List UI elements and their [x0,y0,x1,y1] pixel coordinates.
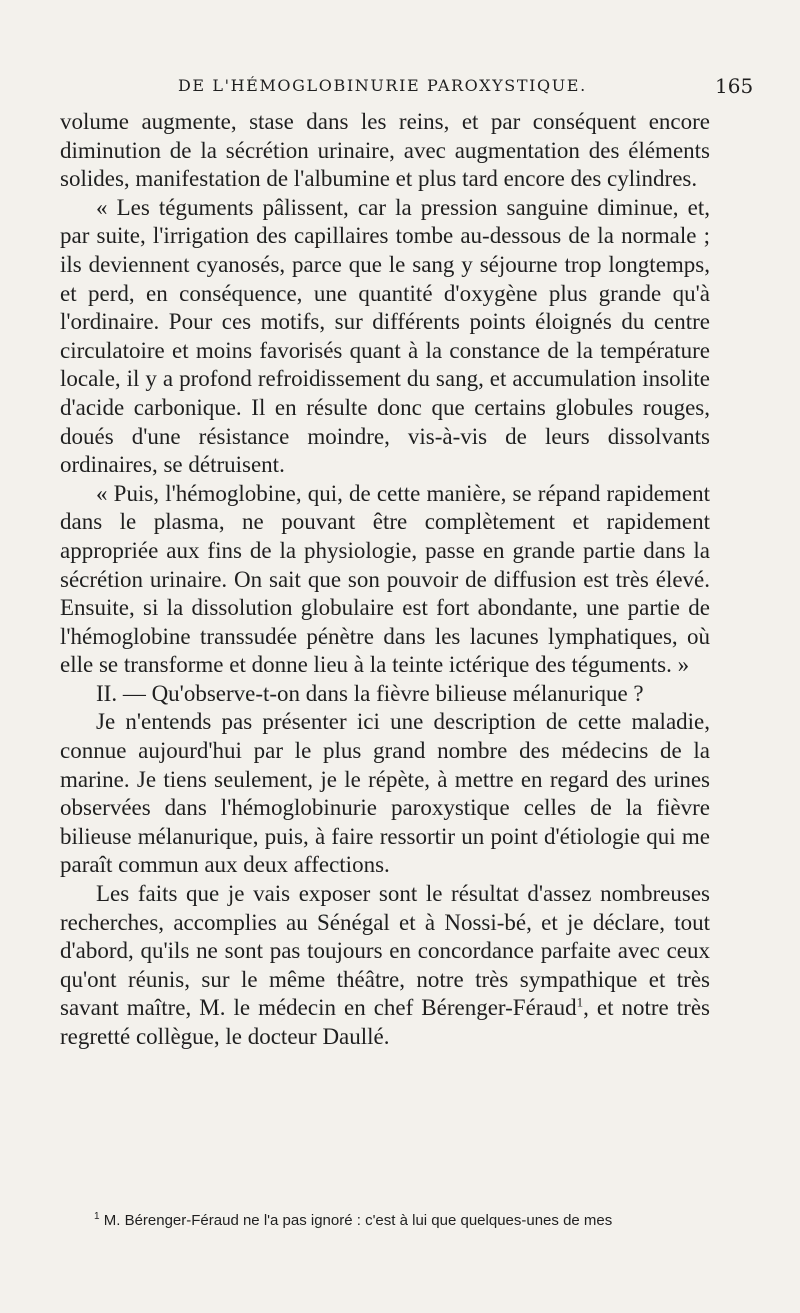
section-heading: II. — Qu'observe-t-on dans la fièvre bilieuse mélanurique ? [96,680,644,706]
footnote [94,1212,714,1229]
body-text [60,108,710,1052]
footnote-text: M. Bérenger-Féraud ne l'a pas ignoré : c'est à lui que quelques-unes de mes [103,1212,613,1229]
paragraph-description: Je n'entends pas présenter ici une description de cette maladie, connue aujourd'hui par le plus grand nombre des médecins de la marine. Je tiens seulement, je le répète, à mettre en regard des urines observées dans l'hémoglobinurie paroxystique celles de la fièvre bilieuse mélanurique, puis, à faire ressortir un point d'étiologie qui me paraît commun aux deux affections. [60,709,710,878]
paragraph-facts [60,880,710,1052]
footnote-marker: 1 [94,1212,100,1222]
paragraph-continuation: volume augmente, stase dans les reins, et par conséquent encore diminution de la sécrétion urinaire, avec augmentation des éléments solides, manifestation de l'albumine et plus tard encore des cylindres. [60,109,710,192]
footnote-reference: 1 [576,994,584,1010]
paragraph-quote-hemoglobine: « Puis, l'hémoglobine, qui, de cette manière, se répand rapidement dans le plasma, ne pouvant être complètement et rapidement appropriée aux fins de la physiologie, passe en grande partie dans la sécrétion urinaire. On sait que son pouvoir de diffusion est très élevé. Ensuite, si la dissolution globulaire est fort abondante, une partie de l'hémoglobine transsudée pénètre dans les lacunes lymphatiques, où elle se transforme et donne lieu à la teinte ictérique des téguments. » [60,480,710,678]
running-title: DE L'HÉMOGLOBINURIE PAROXYSTIQUE. [178,76,587,95]
paragraph-facts-text: Les faits que je vais exposer sont le résultat d'assez nombreuses recherches, accomplies au Sénégal et à Nossi-bé, et je déclare, tout d'abord, qu'ils ne sont pas toujours en concordance parfaite avec ceux qu'ont réunis, sur le même théâtre, notre très sympathique et très savant maître, M. le médecin en chef Bérenger-Féraud [60,881,710,1021]
running-header [0,60,800,100]
paragraph-quote-teguments: « Les téguments pâlissent, car la pression sanguine diminue, et, par suite, l'irrigation des capillaires tombe au-dessous de la normale ; ils deviennent cyanosés, parce que le sang y séjourne trop longtemps, et perd, en conséquence, une quantité d'oxygène plus grande qu'à l'ordinaire. Pour ces motifs, sur différents points éloignés du centre circulatoire et moins favorisés quant à la constance de la température locale, il y a profond refroidissement du sang, et accumulation insolite d'acide carbonique. Il en résulte donc que certains globules rouges, doués d'une résistance moindre, vis-à-vis de leurs dissolvants ordinaires, se détruisent. [60,194,710,478]
page-number: 165 [715,74,754,98]
paragraph-facts-ending: , et notre très regretté collègue, le docteur Daullé. [60,995,710,1049]
